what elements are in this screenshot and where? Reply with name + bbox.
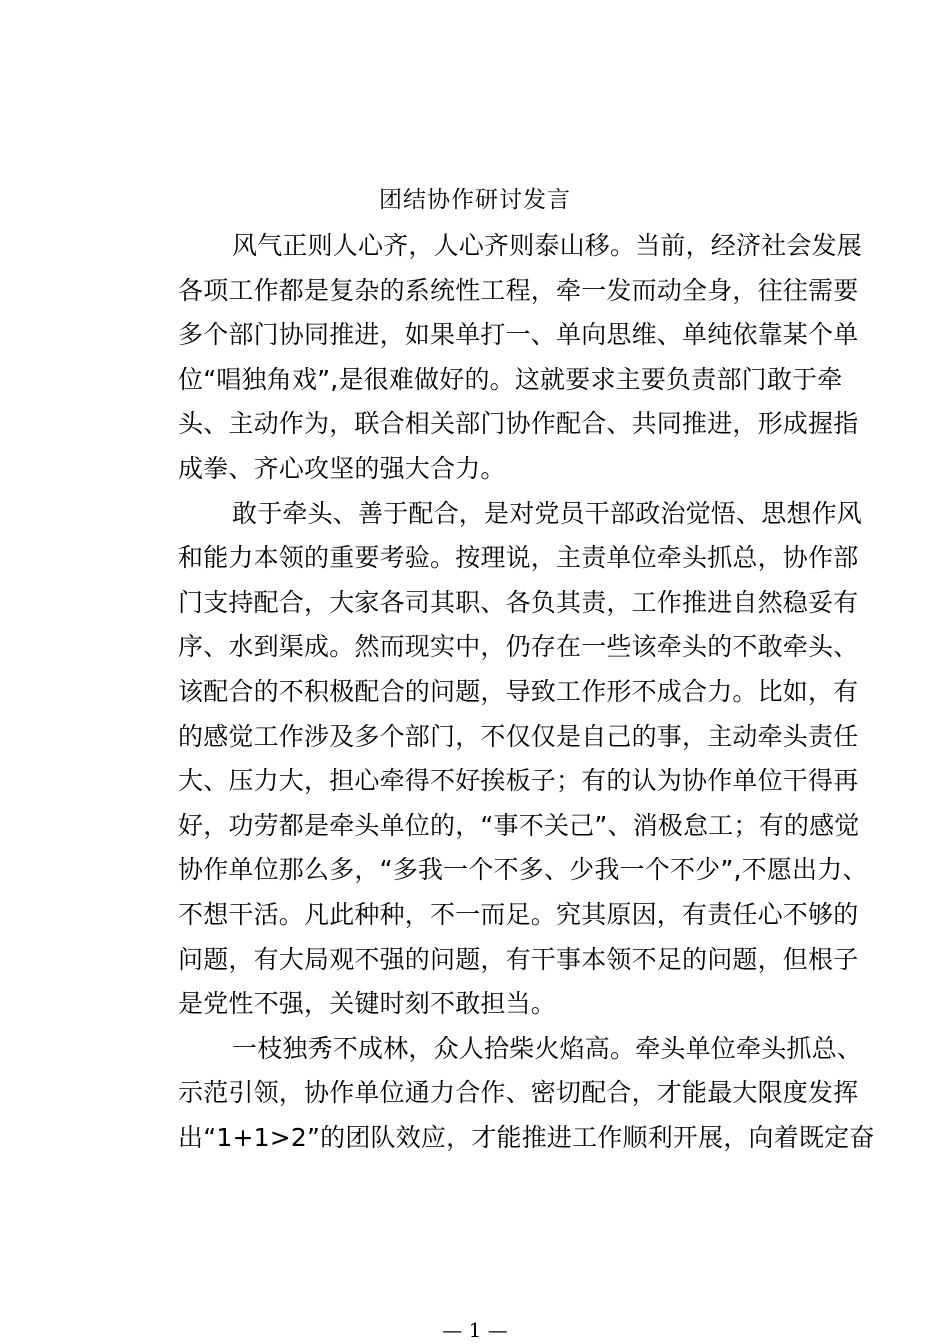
- text-line: 多个部门协同推进，如果单打一、单向思维、单纯依靠某个单: [178, 320, 859, 350]
- text-line: 头、主动作为，联合相关部门协作配合、共同推进，形成握指: [178, 409, 859, 439]
- text-line: 位“唱独角戏”,是很难做好的。这就要求主要负责部门敢于牵: [178, 364, 843, 394]
- document-body: [126, 224, 875, 1160]
- text-line: 和能力本领的重要考验。按理说，主责单位牵头抓总，协作部: [178, 543, 859, 573]
- text-line: 序、水到渠成。然而现实中，仍存在一些该牵头的不敢牵头、: [178, 632, 859, 662]
- text-line: 好，功劳都是牵头单位的，“事不关己”、消极怠工；有的感觉: [178, 810, 860, 840]
- text-line: 协作单位那么多，“多我一个不多、少我一个不少”,不愿出力、: [178, 855, 868, 885]
- text-line: 风气正则人心齐，人心齐则泰山移。当前，经济社会发展: [232, 231, 863, 260]
- text-line: 大、压力大，担心牵得不好挨板子；有的认为协作单位干得再: [178, 766, 859, 796]
- paragraph-1: [126, 224, 863, 492]
- paragraph-3: [126, 1027, 875, 1161]
- text-line: 示范引领，协作单位通力合作、密切配合，才能最大限度发挥: [178, 1078, 859, 1108]
- text-line: 一枝独秀不成林，众人拾柴火焰高。牵头单位牵头抓总、: [232, 1033, 863, 1063]
- text-line: 的感觉工作涉及多个部门，不仅仅是自己的事，主动牵头责任: [178, 721, 859, 751]
- text-line: 出“1+1>2”的团队效应，才能推进工作顺利开展，向着既定奋: [178, 1122, 875, 1152]
- text-line: 成拳、齐心攻坚的强大合力。: [178, 453, 506, 483]
- text-line: 门支持配合，大家各司其职、各负其责，工作推进自然稳妥有: [178, 587, 859, 617]
- text-line: 问题，有大局观不强的问题，有干事本领不足的问题，但根子: [178, 944, 859, 974]
- paragraph-2: [126, 492, 868, 1027]
- text-line: 该配合的不积极配合的问题，导致工作形不成合力。比如，有: [178, 676, 859, 706]
- text-line: 敢于牵头、善于配合，是对党员干部政治觉悟、思想作风: [232, 498, 863, 528]
- document-title: 团结协作研讨发言: [379, 187, 571, 213]
- text-line: 不想干活。凡此种种，不一而足。究其原因，有责任心不够的: [178, 899, 859, 929]
- page-number: — 1 —: [442, 1318, 508, 1342]
- text-line: 是党性不强，关键时刻不敢担当。: [178, 989, 557, 1019]
- text-line: 各项工作都是复杂的系统性工程，牵一发而动全身，往往需要: [178, 275, 859, 305]
